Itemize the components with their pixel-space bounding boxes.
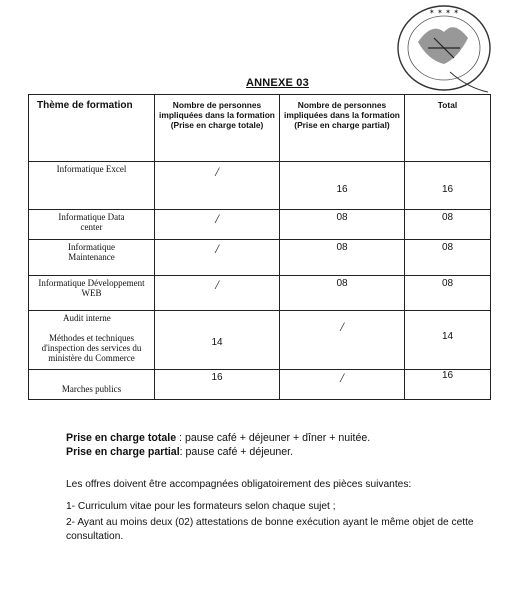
table-row (29, 311, 491, 370)
official-stamp (388, 2, 496, 98)
requirement-2: 2- Ayant au moins deux (02) attestations de bonne exécution ayant le même objet de cette consultation. (66, 517, 474, 542)
table-row (29, 240, 491, 276)
total-cell: 08 (405, 240, 491, 276)
totale-cell: / (155, 162, 280, 210)
table-row (29, 276, 491, 311)
note-totale-label: Prise en charge totale (66, 432, 177, 444)
header-theme: Thème de formation (29, 95, 155, 162)
total-cell: 08 (405, 276, 491, 311)
table-row (29, 210, 491, 240)
header-totale: Nombre de personnes impliquées dans la formation (Prise en charge totale) (155, 95, 280, 162)
training-table (28, 94, 491, 400)
header-total: Total (405, 95, 491, 162)
totale-cell: 16 (155, 370, 280, 400)
theme-cell (29, 311, 155, 370)
theme-cell: Informatique Maintenance (29, 240, 155, 276)
note-totale-text: : pause café + déjeuner + dîner + nuitée. (176, 432, 371, 444)
table-row (29, 370, 491, 400)
partial-cell: 08 (280, 276, 405, 311)
theme-methodes: Méthodes et techniques d'inspection des services du ministère du Commerce (41, 333, 142, 363)
totale-cell: / (155, 240, 280, 276)
total-cell: 16 (405, 370, 491, 400)
theme-cell: Marches publics (29, 370, 155, 400)
theme-cell: Informatique Développement WEB (29, 276, 155, 311)
partial-cell: / (280, 370, 405, 400)
requirement-1: 1- Curriculum vitae pour les formateurs selon chaque sujet ; (66, 501, 336, 512)
header-partial: Nombre de personnes impliquées dans la formation (Prise en charge partial) (280, 95, 405, 162)
partial-cell: 08 (280, 240, 405, 276)
note-partial (66, 446, 293, 458)
note-partial-label: Prise en charge partial (66, 446, 180, 458)
annexe-title: ANNEXE 03 (246, 77, 309, 89)
totale-cell: / (155, 210, 280, 240)
partial-cell: 08 (280, 210, 405, 240)
theme-cell: Informatique Data center (29, 210, 155, 240)
table-header-row (29, 95, 491, 162)
table-row (29, 162, 491, 210)
theme-cell: Informatique Excel (29, 162, 155, 210)
partial-cell: / (280, 311, 405, 370)
total-cell: 08 (405, 210, 491, 240)
note-totale (66, 432, 370, 444)
total-cell: 14 (405, 311, 491, 370)
offres-intro: Les offres doivent être accompagnées obligatoirement des pièces suivantes: (66, 479, 412, 490)
note-partial-text: : pause café + déjeuner. (179, 446, 294, 458)
totale-cell: / (155, 276, 280, 311)
svg-text:✶ ✶ ✶ ✶: ✶ ✶ ✶ ✶ (428, 8, 460, 16)
theme-audit: Audit interne (63, 313, 111, 323)
total-cell: 16 (405, 162, 491, 210)
totale-cell: 14 (155, 311, 280, 370)
partial-cell: 16 (280, 162, 405, 210)
